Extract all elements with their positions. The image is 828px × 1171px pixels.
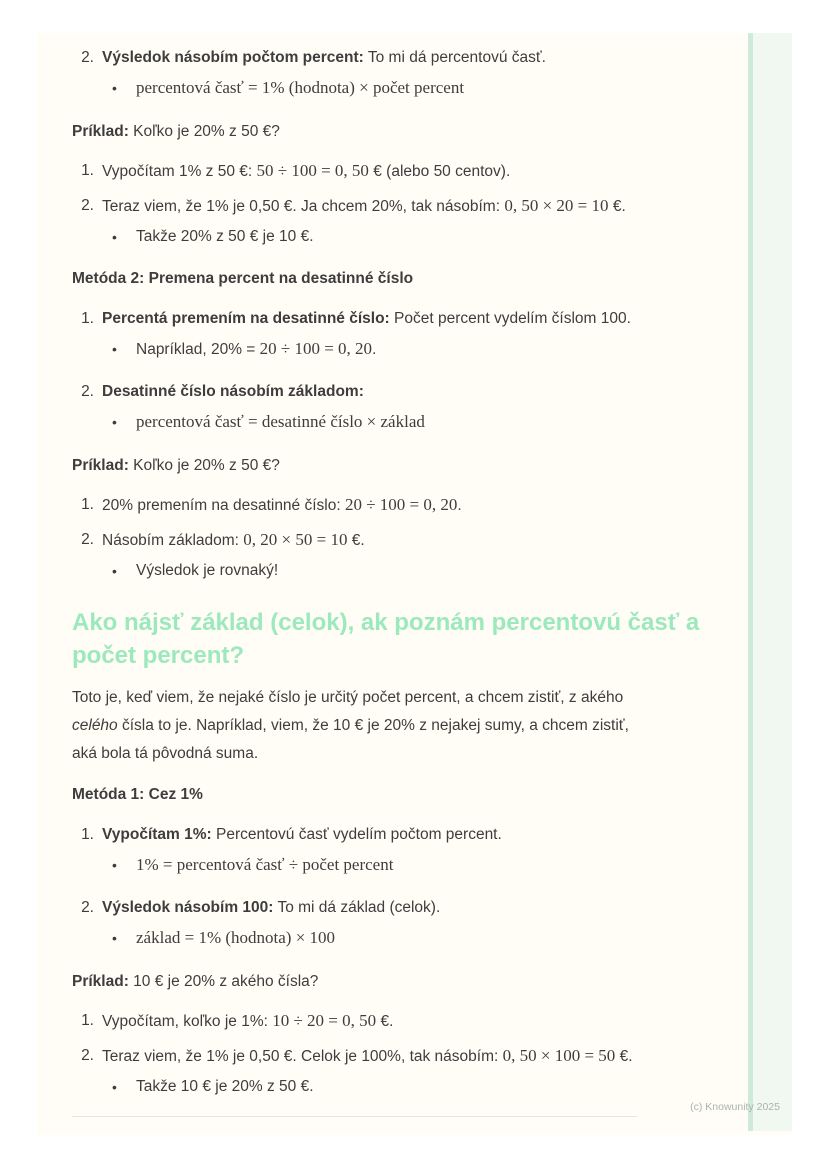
text-run: Výsledok násobím počtom percent: bbox=[102, 49, 364, 66]
line-text bbox=[136, 224, 740, 250]
text-run: Vypočítam 1% z 50 €: bbox=[102, 163, 257, 180]
page-accent-strip bbox=[753, 33, 792, 1131]
divider bbox=[72, 1116, 637, 1117]
text-run: aká bola tá pôvodná suma. bbox=[72, 745, 259, 762]
line-text bbox=[136, 75, 740, 102]
paragraph bbox=[72, 118, 740, 146]
bullet-icon: • bbox=[112, 857, 117, 873]
bullet-icon: • bbox=[112, 229, 117, 245]
text-run: celého bbox=[72, 717, 118, 734]
bullet-list-item bbox=[72, 409, 740, 436]
line-text bbox=[136, 1074, 740, 1100]
text-run: €. bbox=[615, 1048, 633, 1065]
text-run: . bbox=[457, 497, 462, 514]
text-run: Koľko je 20% z 50 €? bbox=[128, 123, 280, 140]
list-number: 1. bbox=[81, 1012, 94, 1029]
math-run: 20 ÷ 100 = 0, 20 bbox=[344, 495, 458, 514]
line-text bbox=[136, 558, 740, 584]
math-run: 20 ÷ 100 = 0, 20 bbox=[259, 339, 373, 358]
math-run: 10 ÷ 20 = 0, 50 bbox=[272, 1011, 377, 1030]
numbered-list-item bbox=[72, 822, 740, 848]
text-run: Teraz viem, že 1% je 0,50 €. Ja chcem 20%, tak násobím: bbox=[102, 198, 505, 215]
text-run: Koľko je 20% z 50 €? bbox=[128, 457, 280, 474]
list-number: 2. bbox=[81, 899, 94, 916]
numbered-list-item bbox=[72, 306, 740, 332]
bullet-list-item bbox=[72, 75, 740, 102]
text-run: Príklad: bbox=[72, 973, 129, 990]
text-run: . bbox=[372, 341, 377, 358]
bullet-list-item bbox=[72, 558, 740, 584]
text-run: Metóda 1: Cez 1% bbox=[72, 786, 203, 803]
section-heading bbox=[72, 606, 740, 672]
text-run: €. bbox=[347, 532, 365, 549]
line-text bbox=[72, 609, 699, 669]
line-text bbox=[72, 973, 318, 990]
line-text bbox=[102, 822, 740, 848]
line-text bbox=[136, 409, 740, 436]
text-run: Takže 10 € je 20% z 50 €. bbox=[136, 1078, 314, 1095]
line-text bbox=[102, 1043, 740, 1070]
bullet-icon: • bbox=[112, 930, 117, 946]
paragraph bbox=[72, 968, 740, 996]
numbered-list-item bbox=[72, 492, 740, 519]
math-run: percentová časť = desatinné číslo × základ bbox=[136, 412, 425, 431]
text-run: Teraz viem, že 1% je 0,50 €. Celok je 100%, tak násobím: bbox=[102, 1048, 503, 1065]
line-text bbox=[102, 306, 740, 332]
bullet-icon: • bbox=[112, 414, 117, 430]
text-run: Príklad: bbox=[72, 457, 129, 474]
numbered-list-item bbox=[72, 527, 740, 554]
math-run: 0, 20 × 50 = 10 bbox=[243, 530, 348, 549]
line-text bbox=[72, 457, 280, 474]
text-run: Napríklad, 20% = bbox=[136, 341, 260, 358]
bullet-list-item bbox=[72, 336, 740, 363]
numbered-list-item bbox=[72, 1008, 740, 1035]
line-text bbox=[102, 158, 740, 185]
line-text bbox=[102, 895, 740, 921]
list-number: 2. bbox=[81, 197, 94, 214]
text-run: 20% premením na desatinné číslo: bbox=[102, 497, 345, 514]
text-run: Výsledok násobím 100: bbox=[102, 899, 274, 916]
text-run: Percentá premením na desatinné číslo: bbox=[102, 310, 390, 327]
line-text bbox=[102, 379, 740, 405]
text-run: €. bbox=[376, 1013, 394, 1030]
line-text bbox=[72, 786, 203, 803]
line-text bbox=[102, 45, 740, 71]
bullet-icon: • bbox=[112, 1079, 117, 1095]
line-text bbox=[102, 527, 740, 554]
text-run: To mi dá základ (celok). bbox=[273, 899, 441, 916]
list-number: 1. bbox=[81, 162, 94, 179]
bullet-list-item bbox=[72, 224, 740, 250]
document-page bbox=[37, 33, 792, 1135]
text-run: To mi dá percentovú časť. bbox=[363, 49, 546, 66]
paragraph bbox=[72, 684, 740, 768]
bullet-icon: • bbox=[112, 80, 117, 96]
bullet-icon: • bbox=[112, 563, 117, 579]
text-run: Metóda 2: Premena percent na desatinné číslo bbox=[72, 270, 414, 287]
text-run: 10 € je 20% z akého čísla? bbox=[128, 973, 319, 990]
bullet-list-item bbox=[72, 852, 740, 879]
text-run: Percentovú časť vydelím počtom percent. bbox=[211, 826, 502, 843]
document-content bbox=[72, 41, 740, 1117]
numbered-list-item bbox=[72, 45, 740, 71]
math-run: percentová časť = 1% (hodnota) × počet percent bbox=[136, 78, 465, 97]
text-run: Vypočítam 1%: bbox=[102, 826, 212, 843]
paragraph bbox=[72, 452, 740, 480]
math-run: základ = 1% (hodnota) × 100 bbox=[136, 928, 336, 947]
math-run: 0, 50 × 100 = 50 bbox=[502, 1046, 616, 1065]
line-text bbox=[102, 1008, 740, 1035]
text-run: € (alebo 50 centov). bbox=[368, 163, 511, 180]
text-run: Ako nájsť základ (celok), ak poznám percentovú časť a bbox=[72, 609, 700, 636]
section-subheading bbox=[72, 782, 740, 808]
bullet-list-item bbox=[72, 925, 740, 952]
text-run: Príklad: bbox=[72, 123, 129, 140]
math-run: 0, 50 × 20 = 10 bbox=[504, 196, 609, 215]
line-text bbox=[72, 270, 413, 287]
numbered-list-item bbox=[72, 1043, 740, 1070]
line-text bbox=[136, 336, 740, 363]
text-run: Toto je, keď viem, že nejaké číslo je určitý počet percent, a chcem zistiť, z akého bbox=[72, 689, 624, 706]
list-number: 2. bbox=[81, 531, 94, 548]
section-subheading bbox=[72, 266, 740, 292]
copyright-footer: (c) Knowunity 2025 bbox=[690, 1101, 780, 1113]
text-run: čísla to je. Napríklad, viem, že 10 € je 20% z nejakej sumy, a chcem zistiť, bbox=[117, 717, 629, 734]
text-run: Výsledok je rovnaký! bbox=[136, 562, 279, 579]
list-number: 1. bbox=[81, 826, 94, 843]
list-number: 2. bbox=[81, 383, 94, 400]
numbered-list-item bbox=[72, 379, 740, 405]
list-number: 1. bbox=[81, 310, 94, 327]
line-text bbox=[102, 193, 740, 220]
bullet-list-item bbox=[72, 1074, 740, 1100]
math-run: 1% = percentová časť ÷ počet percent bbox=[136, 855, 394, 874]
text-run: Desatinné číslo násobím základom: bbox=[102, 383, 364, 400]
list-number: 2. bbox=[81, 49, 94, 66]
line-text bbox=[102, 492, 740, 519]
list-number: 1. bbox=[81, 496, 94, 513]
numbered-list-item bbox=[72, 158, 740, 185]
line-text bbox=[136, 852, 740, 879]
text-run: €. bbox=[608, 198, 626, 215]
line-text bbox=[72, 689, 629, 762]
text-run: Takže 20% z 50 € je 10 €. bbox=[136, 228, 314, 245]
line-text bbox=[72, 123, 280, 140]
list-number: 2. bbox=[81, 1047, 94, 1064]
numbered-list-item bbox=[72, 895, 740, 921]
numbered-list-item bbox=[72, 193, 740, 220]
text-run: počet percent? bbox=[72, 642, 245, 669]
text-run: Násobím základom: bbox=[102, 532, 244, 549]
text-run: Počet percent vydelím číslom 100. bbox=[389, 310, 631, 327]
text-run: Vypočítam, koľko je 1%: bbox=[102, 1013, 273, 1030]
math-run: 50 ÷ 100 = 0, 50 bbox=[256, 161, 369, 180]
bullet-icon: • bbox=[112, 341, 117, 357]
line-text bbox=[136, 925, 740, 952]
